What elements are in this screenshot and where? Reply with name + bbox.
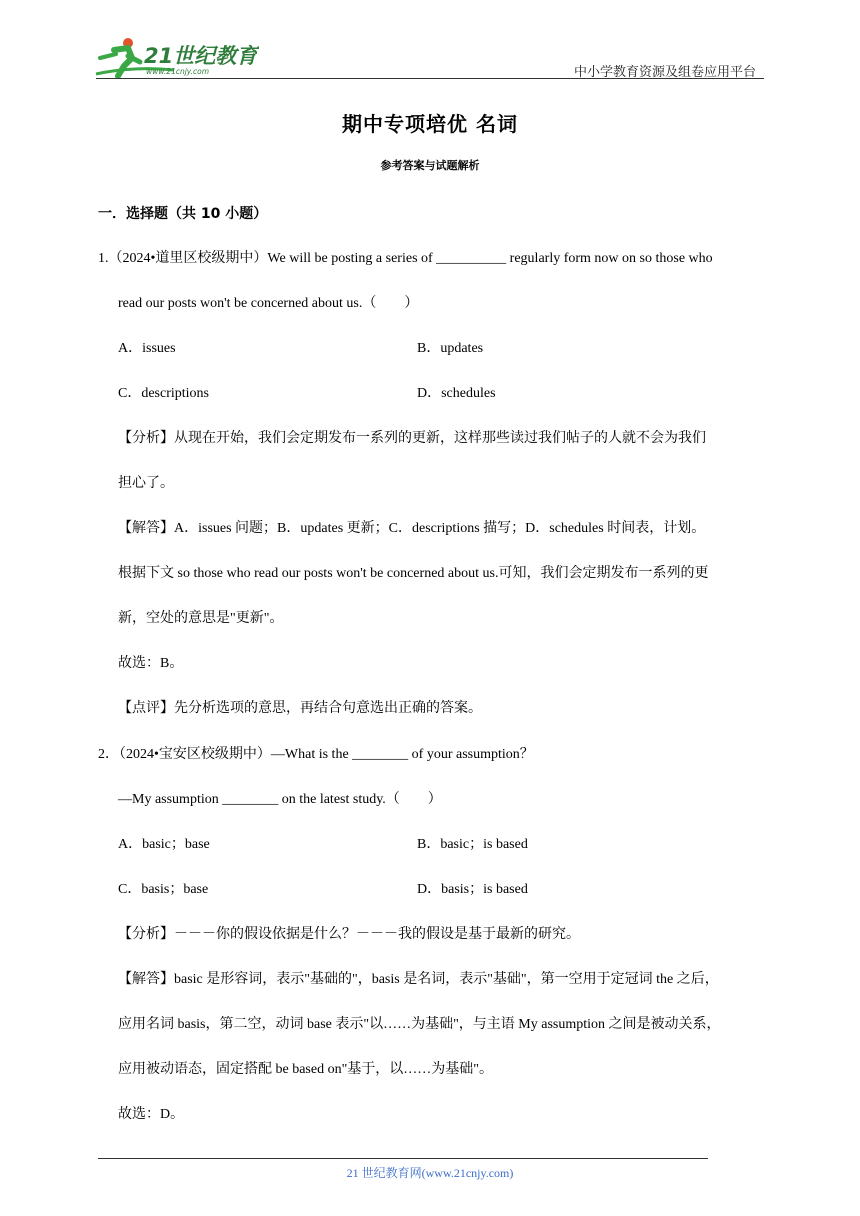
q1-option-d: D．schedules [417, 386, 496, 401]
q1-stem-line1: 1.（2024•道里区校级期中）We will be posting a series of __________ regularly form now on so those who [98, 251, 713, 266]
q1-answer-line3: 新，空处的意思是"更新"。 [118, 611, 284, 626]
q1-stem-line2: read our posts won't be concerned about us.（ ） [118, 296, 419, 311]
q2-answer-line2: 应用名词 basis，第二空，动词 base 表示"以……为基础"，与主语 My assumption 之间是被动关系， [118, 1017, 721, 1032]
q2-answer-line3: 应用被动语态，固定搭配 be based on"基于，以……为基础"。 [118, 1062, 494, 1077]
q1-option-b: B．updates [417, 341, 484, 356]
page-subtitle: 参考答案与试题解析 [380, 159, 480, 172]
footer-link[interactable]: 21 世纪教育网(www.21cnjy.com) [346, 1166, 514, 1180]
footer-divider [98, 1158, 708, 1159]
platform-name: 中小学教育资源及组卷应用平台 [573, 64, 756, 79]
q2-choice: 故选：D。 [118, 1107, 185, 1122]
q2-stem-line2: —My assumption ________ on the latest study.（ ） [118, 792, 442, 807]
section-heading: 一．选择题（共 10 小题） [98, 206, 268, 222]
header-divider [96, 78, 764, 79]
q2-option-c: C．basis；base [118, 882, 209, 897]
site-logo [94, 36, 259, 78]
q1-comment: 【点评】先分析选项的意思，再结合句意选出正确的答案。 [118, 701, 482, 716]
q1-option-a: A．issues [118, 341, 176, 356]
q2-stem-line1: 2．（2024•宝安区校级期中）—What is the ________ of your assumption？ [98, 747, 534, 762]
q1-choice: 故选：B。 [118, 656, 184, 671]
q2-option-b: B．basic；is based [417, 837, 528, 852]
q1-analysis-line2: 担心了。 [118, 476, 174, 491]
q2-option-d: D．basis；is based [417, 882, 528, 897]
q2-analysis-line1: 【分析】－－－你的假设依据是什么？－－－我的假设是基于最新的研究。 [118, 927, 580, 942]
q1-answer-line1: 【解答】A．issues 问题；B．updates 更新；C．descriptions 描写；D．schedules 时间表，计划。 [118, 521, 706, 536]
runner-logo-icon [94, 36, 259, 78]
q1-option-c: C．descriptions [118, 386, 209, 401]
page-title: 期中专项培优 名词 [342, 112, 518, 136]
q2-option-a: A．basic；base [118, 837, 210, 852]
q1-answer-line2: 根据下文 so those who read our posts won't be concerned about us.可知，我们会定期发布一系列的更 [118, 566, 709, 581]
svg-text:21世纪教育: 21世纪教育 [144, 44, 258, 68]
q2-answer-line1: 【解答】basic 是形容词，表示"基础的"，basis 是名词，表示"基础"，第一空用于定冠词 the 之后， [118, 972, 719, 987]
svg-text:www.21cnjy.com: www.21cnjy.com [146, 67, 210, 76]
q1-analysis-line1: 【分析】从现在开始，我们会定期发布一系列的更新，这样那些读过我们帖子的人就不会为我们 [118, 431, 706, 446]
